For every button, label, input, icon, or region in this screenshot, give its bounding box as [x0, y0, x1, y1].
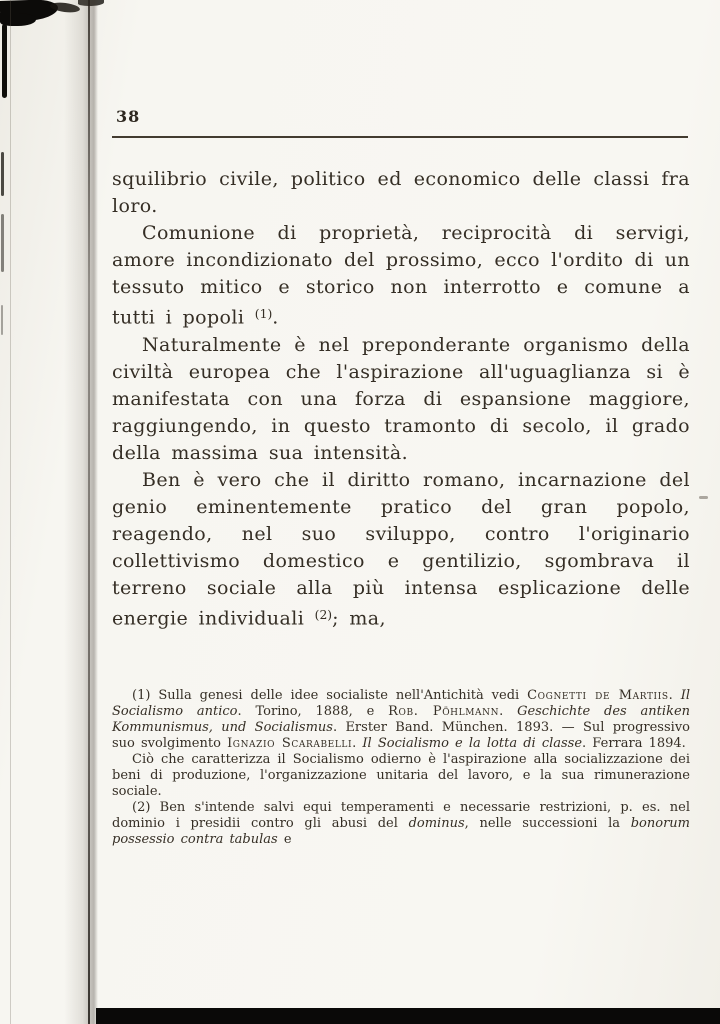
binding-fold-line	[88, 0, 90, 1024]
body-text	[112, 166, 690, 632]
text-segment: (2)	[314, 607, 333, 622]
text-segment: . Torino, 1888, e	[237, 704, 389, 719]
text-segment: . Ferrara 1894.	[582, 736, 686, 751]
paragraph	[112, 467, 690, 633]
text-segment: e	[277, 832, 292, 847]
scan-artifact-left-edge-stroke	[2, 24, 7, 98]
text-segment: ; ma,	[332, 607, 386, 630]
text-segment: (1)	[254, 307, 273, 321]
text-segment: .	[272, 306, 279, 329]
text-segment: . Erster Band. München. 1893. — Sul progressivo suo svolgimento	[112, 720, 690, 751]
text-segment: Comunione di proprietà, reciprocità di servigi, amore incondizionato del prossimo, ecco l'ordito di un tessuto mitico e storico non interrotto e comune a tutti i popoli	[112, 222, 690, 329]
text-segment: , nelle successioni la	[464, 816, 631, 831]
footnote-paragraph	[112, 800, 690, 848]
text-segment: .	[352, 736, 363, 751]
binding-shadow	[64, 0, 98, 1024]
text-segment: bonorum possessio	[112, 816, 690, 847]
text-segment: (1) Sulla genesi delle idee socialiste nell'Antichità vedi	[132, 688, 528, 703]
text-segment: .	[668, 688, 681, 703]
paragraph	[112, 220, 690, 332]
page-number: 38	[116, 107, 141, 126]
text-segment: Il Socialismo antico	[112, 688, 691, 719]
scan-artifact-left-dash-3	[1, 305, 3, 335]
footnote-paragraph	[112, 688, 690, 752]
footnotes	[112, 688, 690, 848]
text-segment: Ben è vero che il diritto romano, incarnazione del genio eminentemente pratico del gran popolo, reagendo, nel suo sviluppo, contro l'originario collettivismo domestico e gentilizio, sgombrava il terreno sociale alla più intensa esplicazione delle energie individuali	[112, 468, 690, 630]
text-segment: Ciò che caratterizza il Socialismo odierno è l'aspirazione alla socializzazione dei beni di produzione, l'organizzazione unitaria del lavoro, e la sua rimunerazione sociale.	[112, 752, 690, 799]
scan-artifact-right-speck	[699, 496, 708, 499]
text-segment: Cognetti de Martiis	[527, 688, 669, 703]
scan-artifact-bottom-bar	[96, 1008, 720, 1024]
text-segment: Geschichte des antiken Kommunismus, und Socialismus	[112, 704, 691, 735]
text-segment: squilibrio civile, politico ed economico delle classi fra loro.	[112, 168, 690, 217]
scan-artifact-faint-line	[10, 0, 11, 1024]
text-segment: (2) Ben s'intende salvi equi temperamenti e necessarie restrizioni, p. es. nel dominio i presidii contro gli abusi del	[112, 800, 690, 831]
text-segment: Naturalmente è nel preponderante organismo della civiltà europea che l'aspirazione all'uguaglianza si è manifestata con una forza di espansione maggiore, raggiungendo, in questo tramonto di secolo, il grado della massima sua intensità.	[112, 333, 690, 464]
text-segment: contra tabulas	[180, 832, 278, 847]
paragraph	[112, 166, 690, 220]
header-rule	[112, 136, 688, 138]
scan-artifact-left-dash-1	[1, 152, 4, 196]
footnote-paragraph	[112, 752, 690, 800]
text-segment: dominus	[408, 816, 465, 831]
text-segment: .	[499, 704, 518, 719]
text-segment: Rob. Pöhlmann	[388, 704, 500, 719]
text-segment: Ignazio Scarabelli	[227, 736, 353, 751]
paragraph	[112, 332, 690, 467]
scan-artifact-left-dash-2	[1, 214, 4, 272]
text-segment: Il Socialismo e la lotta di classe	[362, 736, 583, 751]
